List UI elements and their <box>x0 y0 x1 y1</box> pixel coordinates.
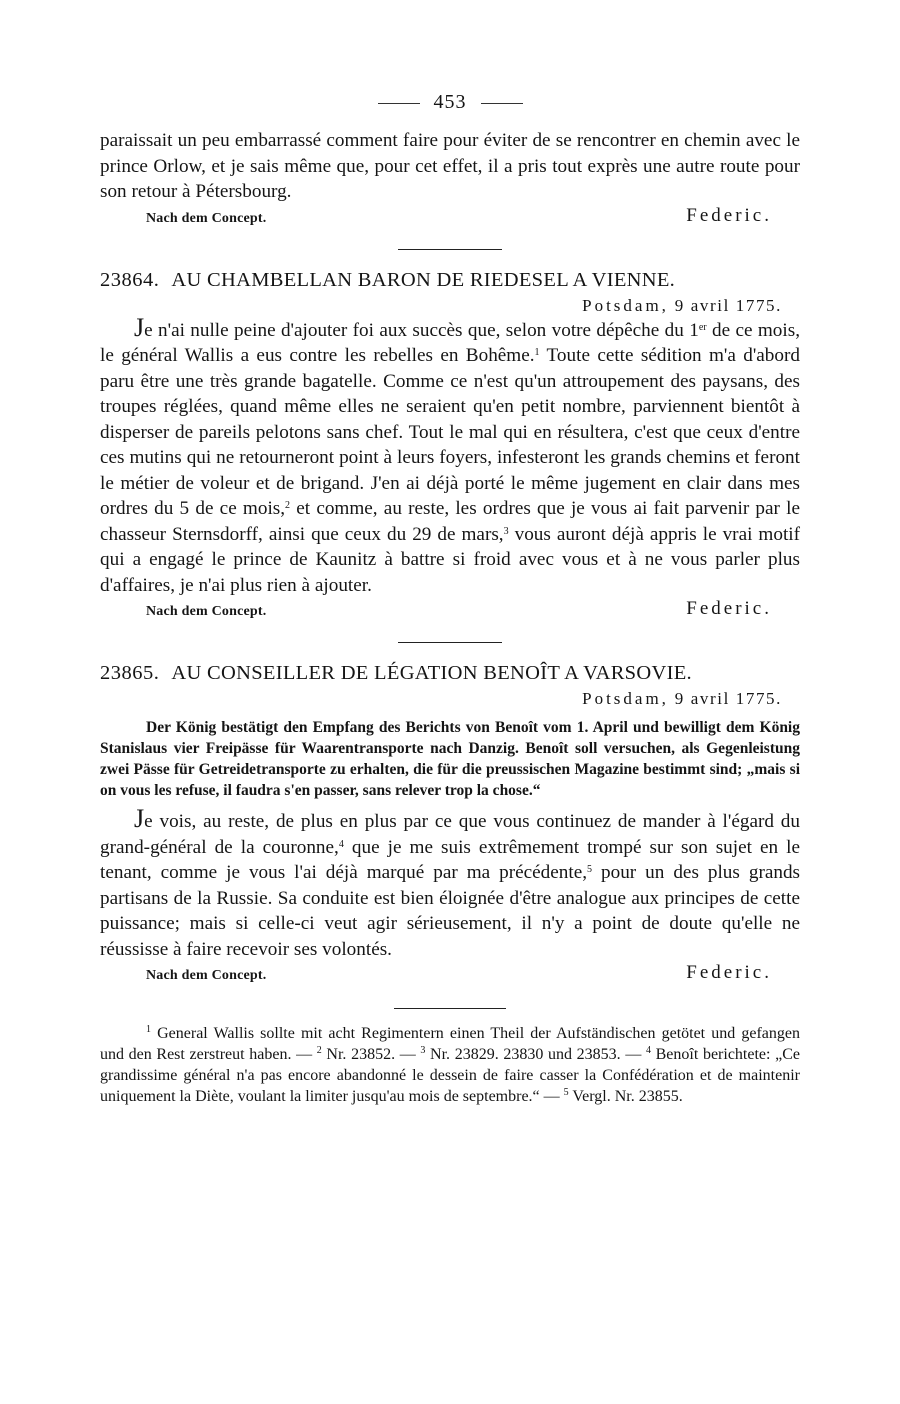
page-header <box>100 88 800 116</box>
initial-letter: J <box>134 312 145 342</box>
letter-title: AU CONSEILLER DE LÉGATION BENOÎT A VARSOVIE. <box>171 662 692 684</box>
source-note: Nach dem Concept. <box>146 604 267 619</box>
body-text: e n'ai nulle peine d'ajouter foi aux succès que, selon votre dépêche du 1 <box>144 319 699 341</box>
footnote-marker: 1 <box>146 1024 151 1035</box>
source-note: Nach dem Concept. <box>146 210 267 226</box>
source-note: Nach dem Concept. <box>146 968 267 983</box>
folio-rule-left <box>378 103 420 104</box>
letter-23865 <box>100 659 800 988</box>
footnote-marker: 5 <box>563 1087 569 1098</box>
body-text: de ce mois, le général Wallis a eus contre les rebelles en Bohême. <box>100 319 800 366</box>
footnote-divider <box>394 1008 506 1009</box>
letter-23864 <box>100 266 800 625</box>
letter-heading <box>100 659 800 687</box>
footnote-text: Benoît berichtete: „Ce grandissime général n'a pas encore abandonné le dessein de faire casser la Confédération et de maintenir uniquement la Diète, voulant la limiter jusqu'au mois de septembre.“ — <box>100 1046 801 1105</box>
footnote-ref: 1 <box>534 347 540 358</box>
footnote-text: Nr. 23852. — <box>321 1046 421 1063</box>
dateline-place: Potsdam, <box>582 689 669 708</box>
dateline-place: Potsdam, <box>582 295 669 315</box>
footnote-marker: 2 <box>316 1045 322 1056</box>
footnote-text: Vergl. Nr. 23855. <box>568 1088 683 1105</box>
body-text: pour un des plus grands partisans de la Russie. Sa conduite est bien éloignée d'être analogue aux principes de cette puissance; mais si celle-ci veut agir sérieusement, il n'y a point de doute qu'elle ne réussisse à faire recevoir ses volontés. <box>100 862 801 960</box>
body-text: et comme, au reste, les ordres que je vous ai fait parvenir par le chasseur Sternsdorff, ainsi que ceux du 29 de mars, <box>100 498 800 545</box>
dateline-date: 9 avril 1775. <box>674 689 782 708</box>
letter-heading <box>100 266 800 294</box>
footnote-ref: 4 <box>338 838 344 850</box>
signature: Federic. <box>686 598 772 619</box>
dateline <box>100 687 782 711</box>
footnotes <box>100 1023 800 1107</box>
footnote-marker: 3 <box>420 1045 426 1056</box>
carryover-paragraph: paraissait un peu embarrassé comment faire pour éviter de se rencontrer en chemin avec le prince Orlow, et je sais même que, pour cet effet, il a pris tout exprès une autre route pour son retour à Pétersbourg. <box>100 130 800 202</box>
body-text: e vois, au reste, de plus en plus par ce que vous continuez de mander à l'égard du grand-général de la couronne, <box>100 811 800 858</box>
ordinal-suffix: er <box>698 321 707 333</box>
letter-title: AU CHAMBELLAN BARON DE RIEDESEL A VIENNE. <box>171 268 676 291</box>
footnote-marker: 4 <box>645 1045 651 1056</box>
footnotes-text <box>100 1023 800 1107</box>
summary-text: Der König bestätigt den Empfang des Berichts von Benoît vom 1. April und bewilligt dem König Stanislaus vier Freipässe für Waarentransporte nach Danzig. Benoît soll versuchen, als Gegenleistung zwei Pässe für Getreidetransporte zu erhalten, die für die preussischen Magazine bestimmt sind; „mais si on vous les refuse, il faudra s'en passer, sans relever trop la chose.“ <box>100 719 800 799</box>
initial-letter: J <box>134 804 145 833</box>
letter-body <box>100 804 801 962</box>
letter-number: 23865. <box>100 662 160 684</box>
footnote-text: General Wallis sollte mit acht Regimentern einen Theil der Aufständischen getötet und gefangen und den Rest zerstreut haben. — <box>100 1025 800 1063</box>
signature-row <box>100 205 800 231</box>
body-text: Toute cette sédition m'a d'abord paru être une très grande bagatelle. Comme ce n'est qu'un attroupement des paysans, des troupes réglées, quand même elles ne seraient qu'en petit nombre, parviennent bientôt à disperser de pareils pelotons sans chef. Tout le mal qui en résultera, c'est que ceux d'entre ces mutins qui ne retourneront point à leurs foyers, infesteront les grands chemins et feront le métier de voleur et de brigand. J'en ai déjà porté le même jugement en clair dans mes ordres du 5 de ce mois, <box>100 345 800 519</box>
signature-row <box>100 962 800 988</box>
footnote-ref: 5 <box>587 864 593 875</box>
signature: Federic. <box>686 962 772 983</box>
body-text: que je me suis extrêmement trompé sur son sujet en le tenant, comme je vous l'ai déjà marqué par ma précédente, <box>100 836 800 883</box>
section-divider <box>398 249 502 250</box>
dateline <box>100 294 782 318</box>
document-page <box>100 88 800 1107</box>
body-text: vous auront déjà appris le vrai motif qui a engagé le prince de Kaunitz à battre si froid avec vous et à ne vous parler plus d'affaires, je n'ai plus rien à ajouter. <box>100 523 800 596</box>
signature: Federic. <box>686 204 772 226</box>
footnote-ref: 2 <box>285 500 291 511</box>
editorial-summary <box>100 717 800 801</box>
dateline-date: 9 avril 1775. <box>674 295 782 315</box>
signature-row <box>100 598 800 624</box>
page-number: 453 <box>433 91 467 113</box>
folio-rule-right <box>481 103 523 104</box>
letter-number: 23864. <box>100 268 160 291</box>
footnote-ref: 3 <box>503 525 509 537</box>
footnote-text: Nr. 23829. 23830 und 23853. — <box>425 1046 646 1063</box>
section-divider <box>398 642 502 643</box>
letter-body <box>100 312 800 599</box>
